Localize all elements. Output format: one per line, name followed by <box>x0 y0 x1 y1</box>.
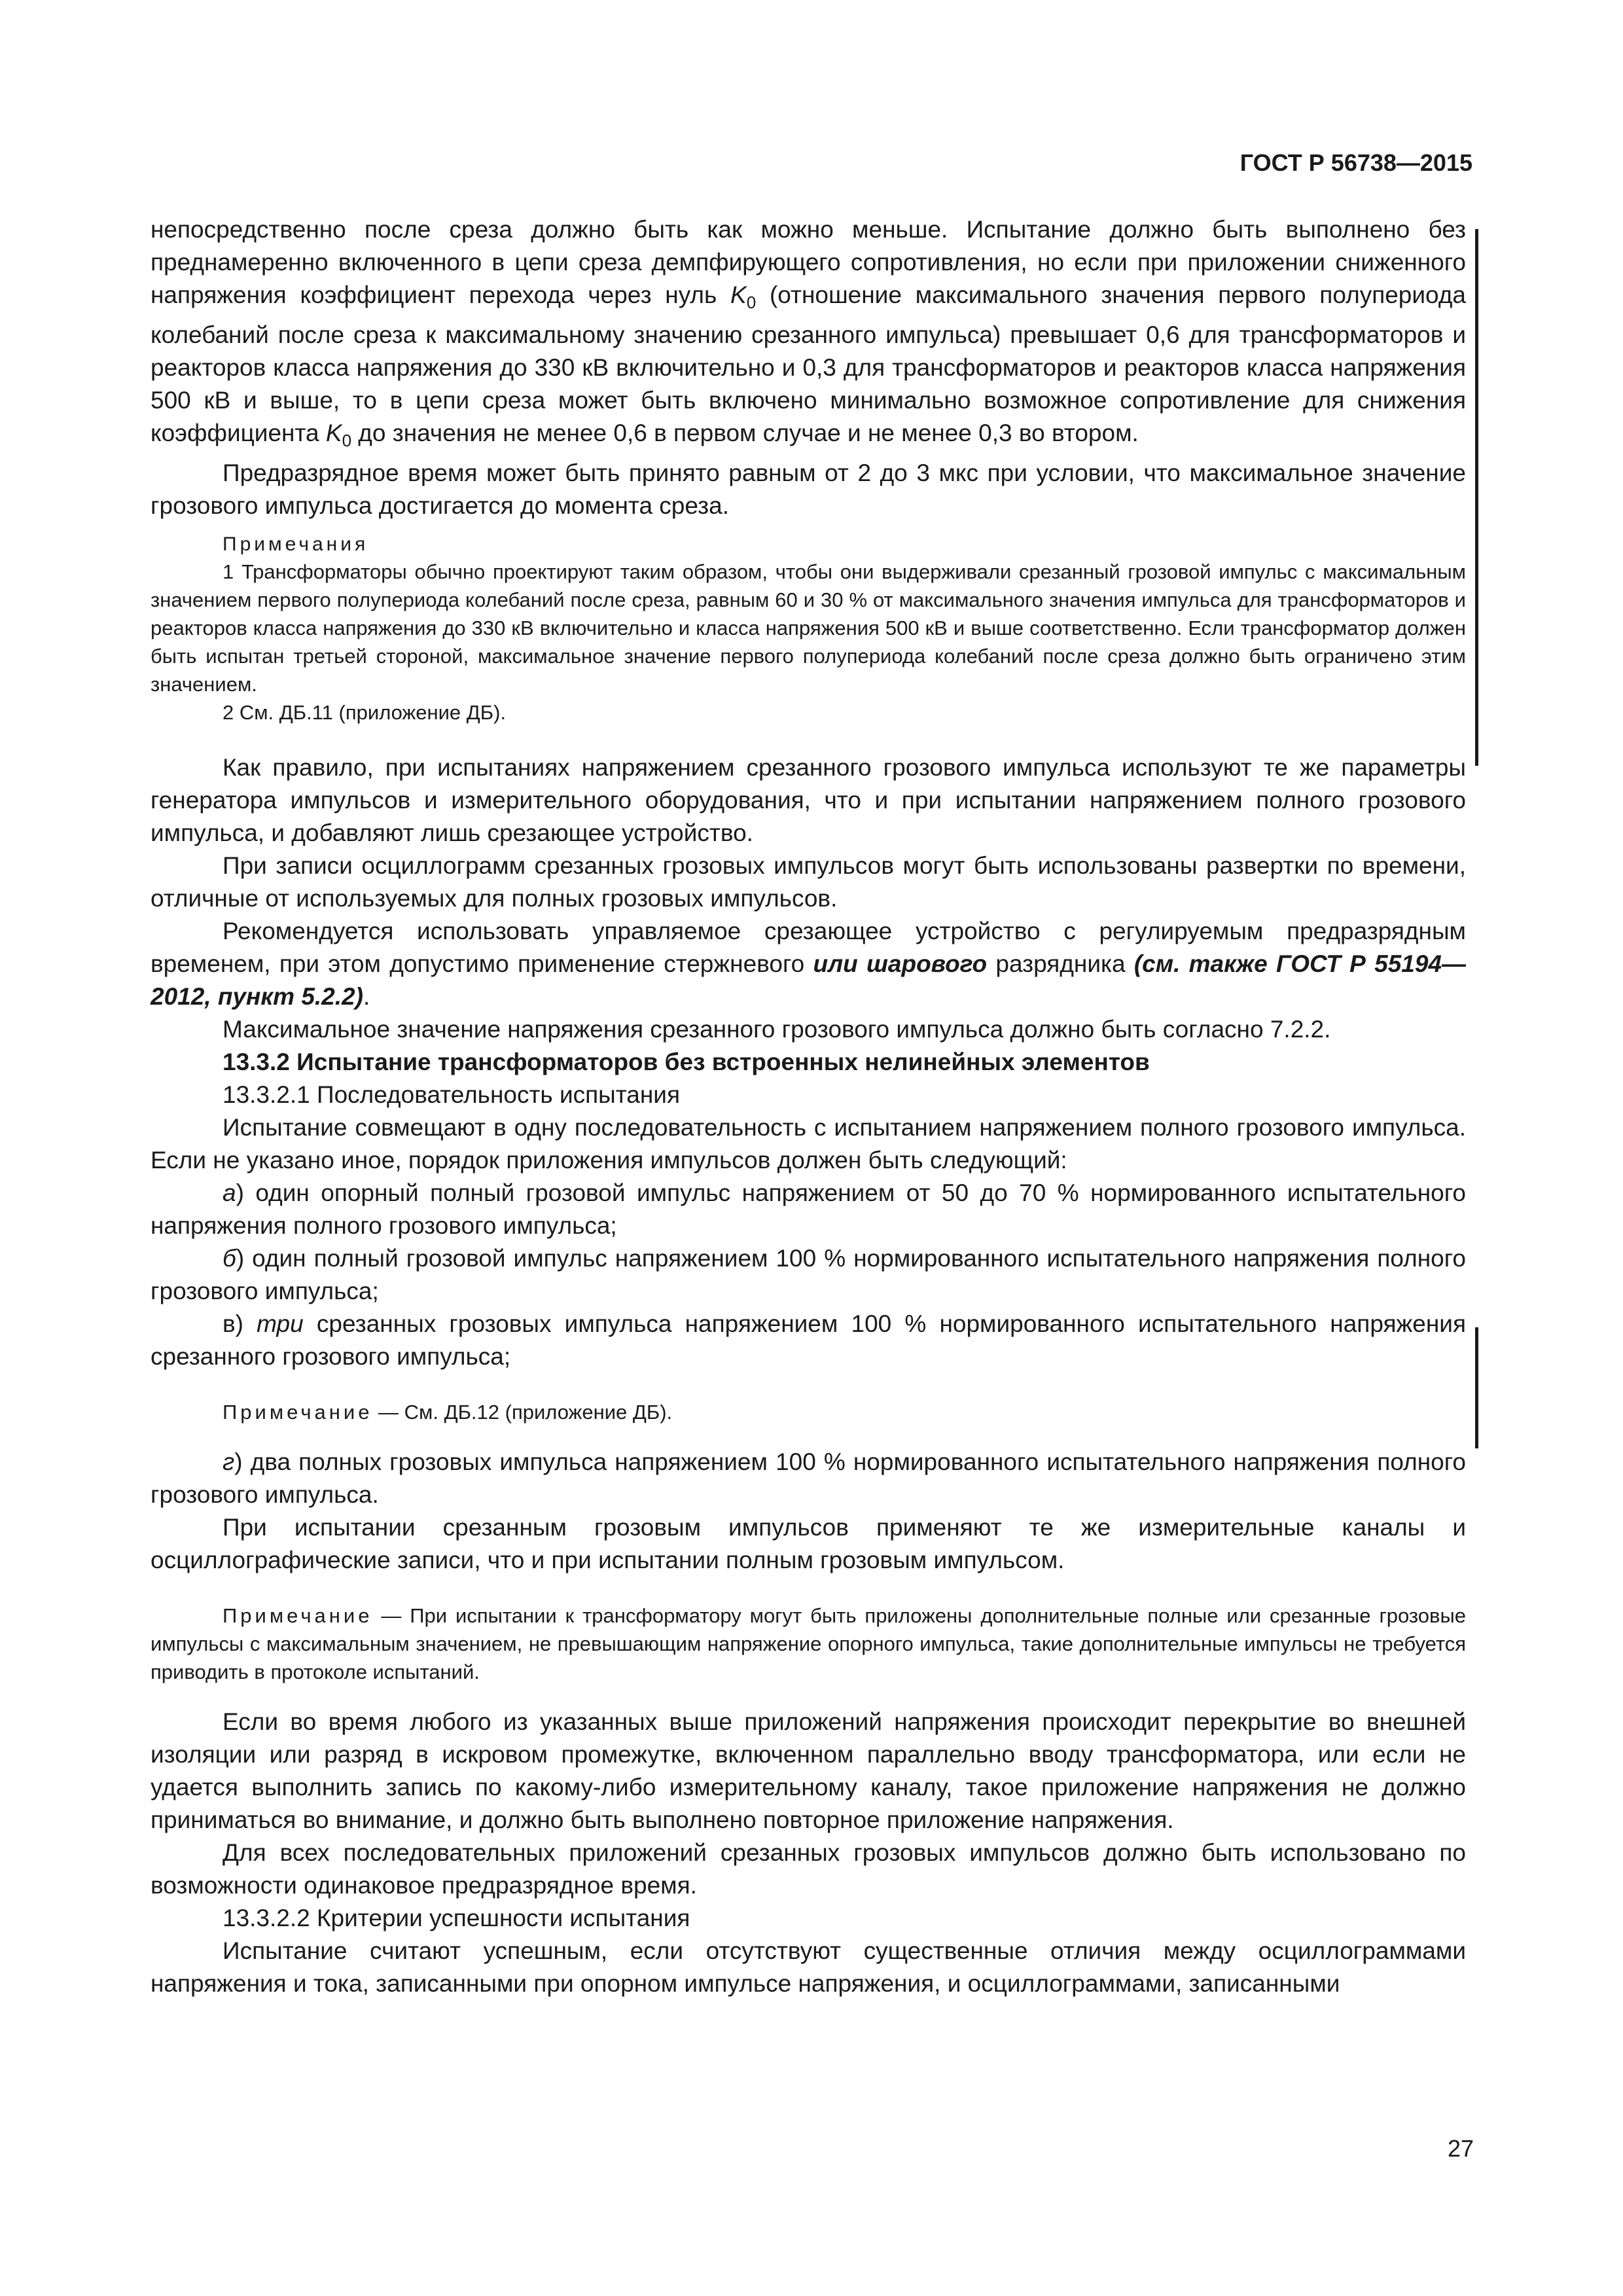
paragraph: Предразрядное время может быть принято равным от 2 до 3 мкс при условии, что максимальное значение грозового импульса достигается до момента среза. <box>151 459 1466 519</box>
paragraph: Для всех последовательных приложений срезанных грозовых импульсов должно быть использовано по возможности одинаковое предразрядное время. <box>151 1839 1466 1899</box>
subsection-heading: 13.3.2.1 Последовательность испытания <box>223 1081 681 1108</box>
note-2: 2 См. ДБ.11 (приложение ДБ). <box>223 701 507 724</box>
notes-heading: Примечания <box>223 533 369 555</box>
paragraph: Испытание считают успешным, если отсутствуют существенные отличия между осциллограммами напряжения и тока, записанными при опорном импульсе напряжения, и осциллограммами, записанными <box>151 1937 1466 1997</box>
k0-symbol: $K_0$ <box>730 281 757 312</box>
paragraph: Максимальное значение напряжения срезанного грозового импульса должно быть согласно 7.2.2. <box>223 1016 1331 1043</box>
paragraph: Если во время любого из указанных выше приложений напряжения происходит перекрытие во внешней изоляции или разряд в искровом промежутке, включенном параллельно вводу трансформатора, или если не удается выполнить запись по какому-либо измерительному каналу, такое приложение напряжения не должно приниматься во внимание, и должно быть выполнено повторное приложение напряжения. <box>151 1708 1466 1833</box>
list-item: в) три срезанных грозовых импульса напряжением 100 % нормированного испытательного напряжения срезанного грозового импульса; <box>151 1310 1466 1370</box>
note-3: Примечание — См. ДБ.12 (приложение ДБ). <box>223 1401 673 1424</box>
k0-symbol: $K_0$ <box>325 420 352 450</box>
paragraph: При испытании срезанным грозовым импульсов применяют те же измерительные каналы и осциллографические записи, что и при испытании полным грозовым импульсом. <box>151 1514 1466 1573</box>
list-item: б) один полный грозовой импульс напряжением 100 % нормированного испытательного напряжения полного грозового импульса; <box>151 1245 1466 1304</box>
standard-reference: (см. также ГОСТ Р 55194—2012, пункт 5.2.2) <box>151 950 1467 1010</box>
page-body <box>151 213 1466 2000</box>
section-heading: 13.3.2 Испытание трансформаторов без встроенных нелинейных элементов <box>223 1049 1150 1075</box>
list-item: а) один опорный полный грозовой импульс напряжением от 50 до 70 % нормированного испытательного напряжения полного грозового импульса; <box>151 1179 1466 1239</box>
list-item: г) два полных грозовых импульса напряжением 100 % нормированного испытательного напряжения полного грозового импульса. <box>151 1448 1466 1508</box>
document-code: ГОСТ Р 56738—2015 <box>1240 149 1472 176</box>
paragraph: Рекомендуется использовать управляемое срезающее устройство с регулируемым предразрядным временем, при этом допустимо применение стержневого или шарового разрядника (см. также ГОСТ Р 55194—2012, пункт 5.2.2). <box>151 918 1467 1010</box>
note-4: Примечание — При испытании к трансформатору могут быть приложены дополнительные полные или срезанные грозовые импульсы с максимальным значением, не превышающим напряжение опорного импульса, такие дополнительные импульсы не требуется приводить в протоколе испытаний. <box>151 1604 1466 1683</box>
change-bar-2 <box>1475 1327 1478 1448</box>
paragraph: При записи осциллограмм срезанных грозовых импульсов могут быть использованы развертки по времени, отличные от используемых для полных грозовых импульсов. <box>151 852 1466 912</box>
paragraph: Как правило, при испытаниях напряжением срезанного грозового импульса используют те же параметры генератора импульсов и измерительного оборудования, что и при испытании напряжением полного грозового импульса, и добавляют лишь срезающее устройство. <box>151 754 1466 846</box>
page-number: 27 <box>1447 2135 1474 2162</box>
paragraph: Испытание совмещают в одну последовательность с испытанием напряжением полного грозового импульса. Если не указано иное, порядок приложения импульсов должен быть следующий: <box>151 1114 1466 1174</box>
paragraph: непосредственно после среза должно быть как можно меньше. Испытание должно быть выполнено без преднамеренно включенного в цепи среза демпфирующего сопротивления, но если при приложении сниженного напряжения коэффициент перехода через нуль $K_0$ (отношение максимального значения первого полупериода колебаний после среза к максимальному значению срезанного импульса) превышает 0,6 для трансформаторов и реакторов класса напряжения до 330 кВ включительно и 0,3 для трансформаторов и реакторов класса напряжения 500 кВ и выше, то в цепи среза может быть включено минимально возможное сопротивление для снижения коэффициента $K_0$ до значения не менее 0,6 в первом случае и не менее 0,3 во втором. <box>151 216 1466 450</box>
note-1: 1 Трансформаторы обычно проектируют таким образом, чтобы они выдерживали срезанный грозовой импульс с максимальным значением первого полупериода колебаний после среза, равным 60 и 30 % от максимального значения импульса для трансформаторов и реакторов класса напряжения до 330 кВ включительно и класса напряжения 500 кВ и выше соответственно. Если трансформатор должен быть испытан третьей стороной, максимальное значение первого полупериода колебаний после среза должно быть ограничено этим значением. <box>151 560 1466 696</box>
change-bar-1 <box>1475 229 1478 766</box>
subsection-heading: 13.3.2.2 Критерии успешности испытания <box>223 1905 690 1931</box>
